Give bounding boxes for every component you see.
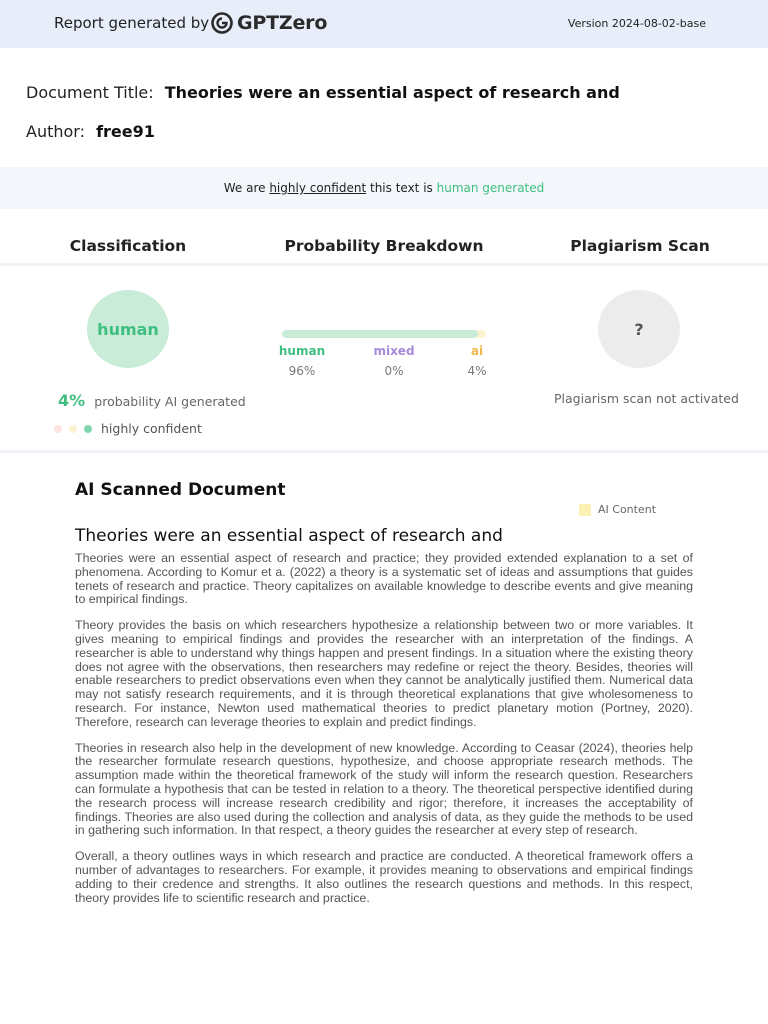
author-label: Author: xyxy=(26,122,85,141)
confidence-middle: this text is xyxy=(369,181,433,195)
author-row xyxy=(26,122,155,141)
breakdown-mixed-value: 0% xyxy=(384,364,404,378)
ai-probability xyxy=(58,391,246,410)
scanned-document-heading: AI Scanned Document xyxy=(75,480,286,500)
confidence-level: highly confident xyxy=(269,181,367,195)
confidence-dot-medium xyxy=(69,425,77,433)
breakdown-mixed-label: mixed xyxy=(373,344,415,358)
document-title-label: Document Title: xyxy=(26,83,154,102)
confidence-result: human generated xyxy=(436,181,545,195)
ai-probability-label: probability AI generated xyxy=(94,394,246,409)
version-label: Version 2024-08-02-base xyxy=(567,17,706,30)
scanned-document-title: Theories were an essential aspect of research and xyxy=(75,526,503,546)
generated-by-text: Report generated by xyxy=(54,14,210,32)
brand-name: GPTZero xyxy=(237,12,328,34)
section-divider xyxy=(0,450,768,453)
breakdown-mixed xyxy=(368,344,420,378)
confidence-banner xyxy=(0,167,768,209)
document-title-row xyxy=(26,83,620,102)
paragraph: Theories in research also help in the development of new knowledge. According to Ceasar (2024), theories help the researcher formulate research questions, hypothesize, and choose appropriate research methods. The assumption made within the theoretical framework of the study will inform the research question. Researchers can formulate a hypothesis that can be tested in relation to a theory. The theoretical perspective identified during the research process will increase research credibility and rigor; therefore, it increases the acceptability of findings. Theories are also used during the collection and analysis of data, as they guide the methods to be used in gathering such information. In that respect, a theory guides the researcher at every step of research. xyxy=(75,740,693,838)
ai-content-legend-label: AI Content xyxy=(598,503,657,516)
breakdown-human xyxy=(276,344,328,378)
breakdown-ai-value: 4% xyxy=(467,364,487,378)
paragraph: Theories were an essential aspect of research and practice; they provided extended explanation to a set of phenomena. According to Komur et a. (2022) a theory is a systematic set of ideas and assumptions that guides tenets of research and practice. Theory capitalizes on available knowledge to describe events and give meaning to empirical findings. xyxy=(75,551,693,607)
report-header xyxy=(0,0,768,48)
gptzero-logo xyxy=(210,11,327,35)
confidence-indicator xyxy=(54,421,202,436)
header-divider xyxy=(0,263,768,266)
ai-probability-value: 4% xyxy=(58,391,86,410)
document-title: Theories were an essential aspect of research and xyxy=(164,83,620,102)
probability-bar-human-fill xyxy=(282,330,478,338)
ai-content-legend xyxy=(579,503,656,516)
confidence-dot-low xyxy=(54,425,62,433)
breakdown-human-label: human xyxy=(278,344,326,358)
classification-badge: human xyxy=(87,290,169,368)
plagiarism-status: Plagiarism scan not activated xyxy=(554,391,739,406)
plagiarism-heading: Plagiarism Scan xyxy=(570,237,710,255)
author-name: free91 xyxy=(96,122,155,141)
confidence-prefix: We are xyxy=(223,181,266,195)
breakdown-ai-label: ai xyxy=(470,344,484,358)
confidence-indicator-label: highly confident xyxy=(101,421,202,436)
ai-content-swatch xyxy=(579,504,591,516)
plagiarism-badge: ? xyxy=(598,290,680,368)
breakdown-human-value: 96% xyxy=(288,364,316,378)
breakdown-ai xyxy=(451,344,503,378)
document-body xyxy=(75,552,693,917)
paragraph: Overall, a theory outlines ways in which research and practice are conducted. A theoretical framework offers a number of advantages to researchers. For example, it provides meaning to observations and empirical findings adding to their credence and strengths. It also outlines the research questions and methods. In this respect, theory provides life to scientific research and practice. xyxy=(75,849,693,905)
classification-heading: Classification xyxy=(69,237,187,255)
gptzero-logo-icon xyxy=(210,11,234,35)
breakdown-heading: Probability Breakdown xyxy=(284,237,484,255)
confidence-dot-high xyxy=(84,425,92,433)
paragraph: Theory provides the basis on which researchers hypothesize a relationship between two or more variables. It gives meaning to empirical findings and provides the researcher with an interpretation of the findings. A researcher is able to understand why things happen and present findings. In a situation where the existing theory does not agree with the observations, then researchers may redefine or reject the theory. Besides, theories will enable researchers to predict observations even when they cannot be analytically justified them. Numerical data may not satisfy research requirements, and it is through theoretical explanations that give wholesomeness to research. For instance, Newton used mathematical theories to predict planetary motion (Portney, 2020). Therefore, research can leverage theories to explain and predict findings. xyxy=(75,618,693,729)
probability-bar xyxy=(282,330,486,338)
